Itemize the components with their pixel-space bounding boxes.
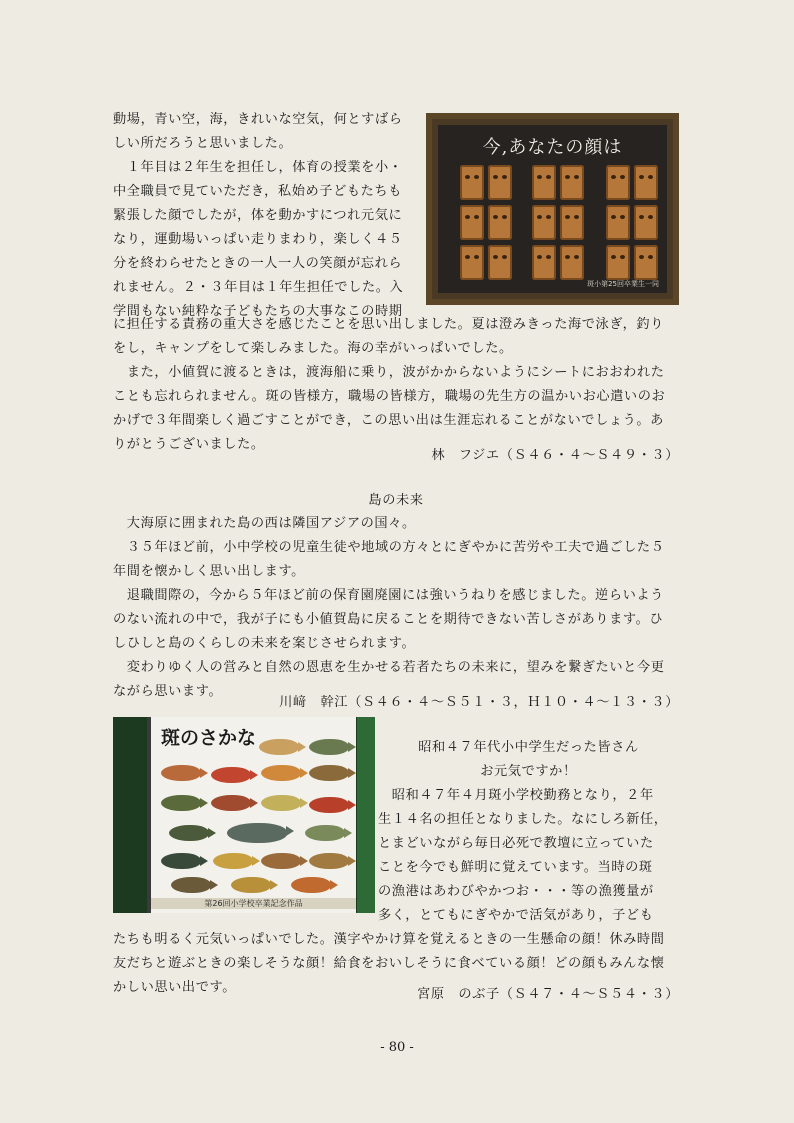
text-line: 緊張した顔でしたが，体を動かすにつれ元気に [113, 208, 403, 223]
fish-drawing [227, 823, 287, 843]
photo-caption: 第26回小学校卒業記念作品 [151, 898, 356, 909]
fish-drawing [261, 765, 301, 781]
fish-drawing [261, 795, 301, 811]
text-line: 多く，とてもにぎやかで活気があり，子ども [378, 908, 654, 923]
photo-edge [357, 717, 375, 913]
fish-drawing [309, 765, 349, 781]
fish-drawing [211, 795, 251, 811]
author-signature: 林 フジエ（Ｓ４６・４～Ｓ４９・３） [431, 448, 679, 463]
text-line: 中全職員で見ていただき，私始め子どもたちも [113, 184, 403, 199]
fish-drawing [161, 795, 201, 811]
text-line: 昭和４７年４月斑小学校勤務となり，２年 [378, 788, 654, 803]
text-line: ながら思います。 [113, 684, 223, 699]
text-line: 年間を懐かしく思い出します。 [113, 564, 305, 579]
carved-face [460, 165, 484, 200]
text-line: のない流れの中で，我が子にも小値賀島に戻ることを期待できない苦しさがあります。ひ [113, 612, 664, 627]
text-line: れません。２・３年目は１年生担任でした。入 [113, 280, 404, 295]
fish-drawing [259, 739, 299, 755]
carved-face [634, 205, 658, 240]
text-line: ことも忘れられません。斑の皆様方，職場の皆様方，職場の先生方の温かいお心遣いのお [113, 389, 666, 404]
fish-drawing [309, 853, 349, 869]
fish-drawing [171, 877, 211, 893]
carved-face [606, 245, 630, 280]
text-line: かしい思い出です。 [113, 980, 237, 995]
text-line: の漁港はあわびやかつお・・・等の漁獲量が [378, 884, 654, 899]
carved-face [488, 165, 512, 200]
fish-drawing [309, 797, 349, 813]
carved-face [460, 205, 484, 240]
carved-face [606, 165, 630, 200]
photo-title: 今,あなたの顔は [482, 137, 623, 158]
text-line: 友だちと遊ぶときの楽しそうな顔！給食をおいしそうに食べている顔！どの顔もみんな懐 [113, 956, 665, 971]
carved-face [488, 205, 512, 240]
fish-drawing [161, 765, 201, 781]
text-line: 退職間際の，今から５年ほど前の保育園廃園には強いうねりを感じました。逆らいよう [113, 588, 664, 603]
text-line: なり，運動場いっぱい走りまわり，楽しく４５ [113, 232, 403, 247]
fish-drawing [213, 853, 253, 869]
carved-face [634, 245, 658, 280]
text-line: １年目は２年生を担任し，体育の授業を小・ [113, 160, 403, 175]
section-title: お元気ですか！ [480, 764, 577, 779]
text-line: をし，キャンプをして楽しみました。海の幸がいっぱいでした。 [113, 341, 513, 356]
fish-drawing [261, 853, 301, 869]
text-line: 動場，青い空，海，きれいな空気，何とすばら [113, 112, 403, 127]
carved-face [560, 165, 584, 200]
text-line: 大海原に囲まれた島の西は隣国アジアの国々。 [113, 516, 416, 531]
text-line: また，小値賀に渡るときは，渡海船に乗り，波がかからないようにシートにおおわれた [113, 365, 665, 380]
carved-face [560, 205, 584, 240]
fish-drawing [305, 825, 345, 841]
author-signature: 川﨑 幹江（Ｓ４６・４～Ｓ５１・３，Ｈ１０・４～１３・３） [279, 695, 679, 710]
carved-face [634, 165, 658, 200]
carved-face [532, 165, 556, 200]
page-number: - 80 - [380, 1040, 414, 1055]
text-line: しい所だろうと思いました。 [113, 136, 293, 151]
faces-photo [426, 113, 679, 305]
text-line: ３５年ほど前，小中学校の児童生徒や地域の方々とにぎやかに苦労や工夫で過ごした５ [113, 540, 665, 555]
fish-drawing [161, 853, 201, 869]
carved-face [606, 205, 630, 240]
text-line: かげで３年間楽しく過ごすことができ，この思い出は生涯忘れることがないでしょう。あ [113, 413, 664, 428]
text-line: りがとうございました。 [113, 437, 265, 452]
carved-face [460, 245, 484, 280]
author-signature: 宮原 のぶ子（Ｓ４７・４～Ｓ５４・３） [417, 987, 679, 1002]
text-line: 変わりゆく人の営みと自然の恩恵を生かせる若者たちの未来に，望みを繋ぎたいと今更 [113, 660, 665, 675]
fish-drawing [169, 825, 209, 841]
photo-caption: 斑小第25回卒業生一同 [587, 280, 659, 288]
carved-face [560, 245, 584, 280]
text-line: 生１４名の担任となりました。なにしろ新任， [378, 812, 668, 827]
fish-photo [113, 717, 375, 913]
fish-drawing [309, 739, 349, 755]
photo-title: 斑のさかな [161, 727, 257, 749]
carved-face [532, 245, 556, 280]
carved-face [488, 245, 512, 280]
section-title: 昭和４７年代小中学生だった皆さん [418, 740, 639, 755]
fish-drawing [211, 767, 251, 783]
text-line: しひしと島のくらしの未来を案じさせられます。 [113, 636, 416, 651]
text-line: 分を終わらせたときの一人一人の笑顔が忘れら [113, 256, 403, 271]
carved-face [532, 205, 556, 240]
text-line: たちも明るく元気いっぱいでした。漢字やかけ算を覚えるときの一生懸命の顔！休み時間 [113, 932, 665, 947]
text-line: とまどいながら毎日必死で教壇に立っていた [378, 836, 654, 851]
text-line: 学間もない純粋な子どもたちの大事なこの時期 [113, 304, 403, 319]
text-line: に担任する責務の重大さを感じたことを思い出しました。夏は澄みきった海で泳ぎ，釣り [113, 317, 664, 332]
fish-drawing [291, 877, 331, 893]
section-title: 島の未来 [368, 493, 424, 508]
fish-drawing [231, 877, 271, 893]
text-line: ことを今でも鮮明に覚えています。当時の斑 [378, 860, 653, 875]
